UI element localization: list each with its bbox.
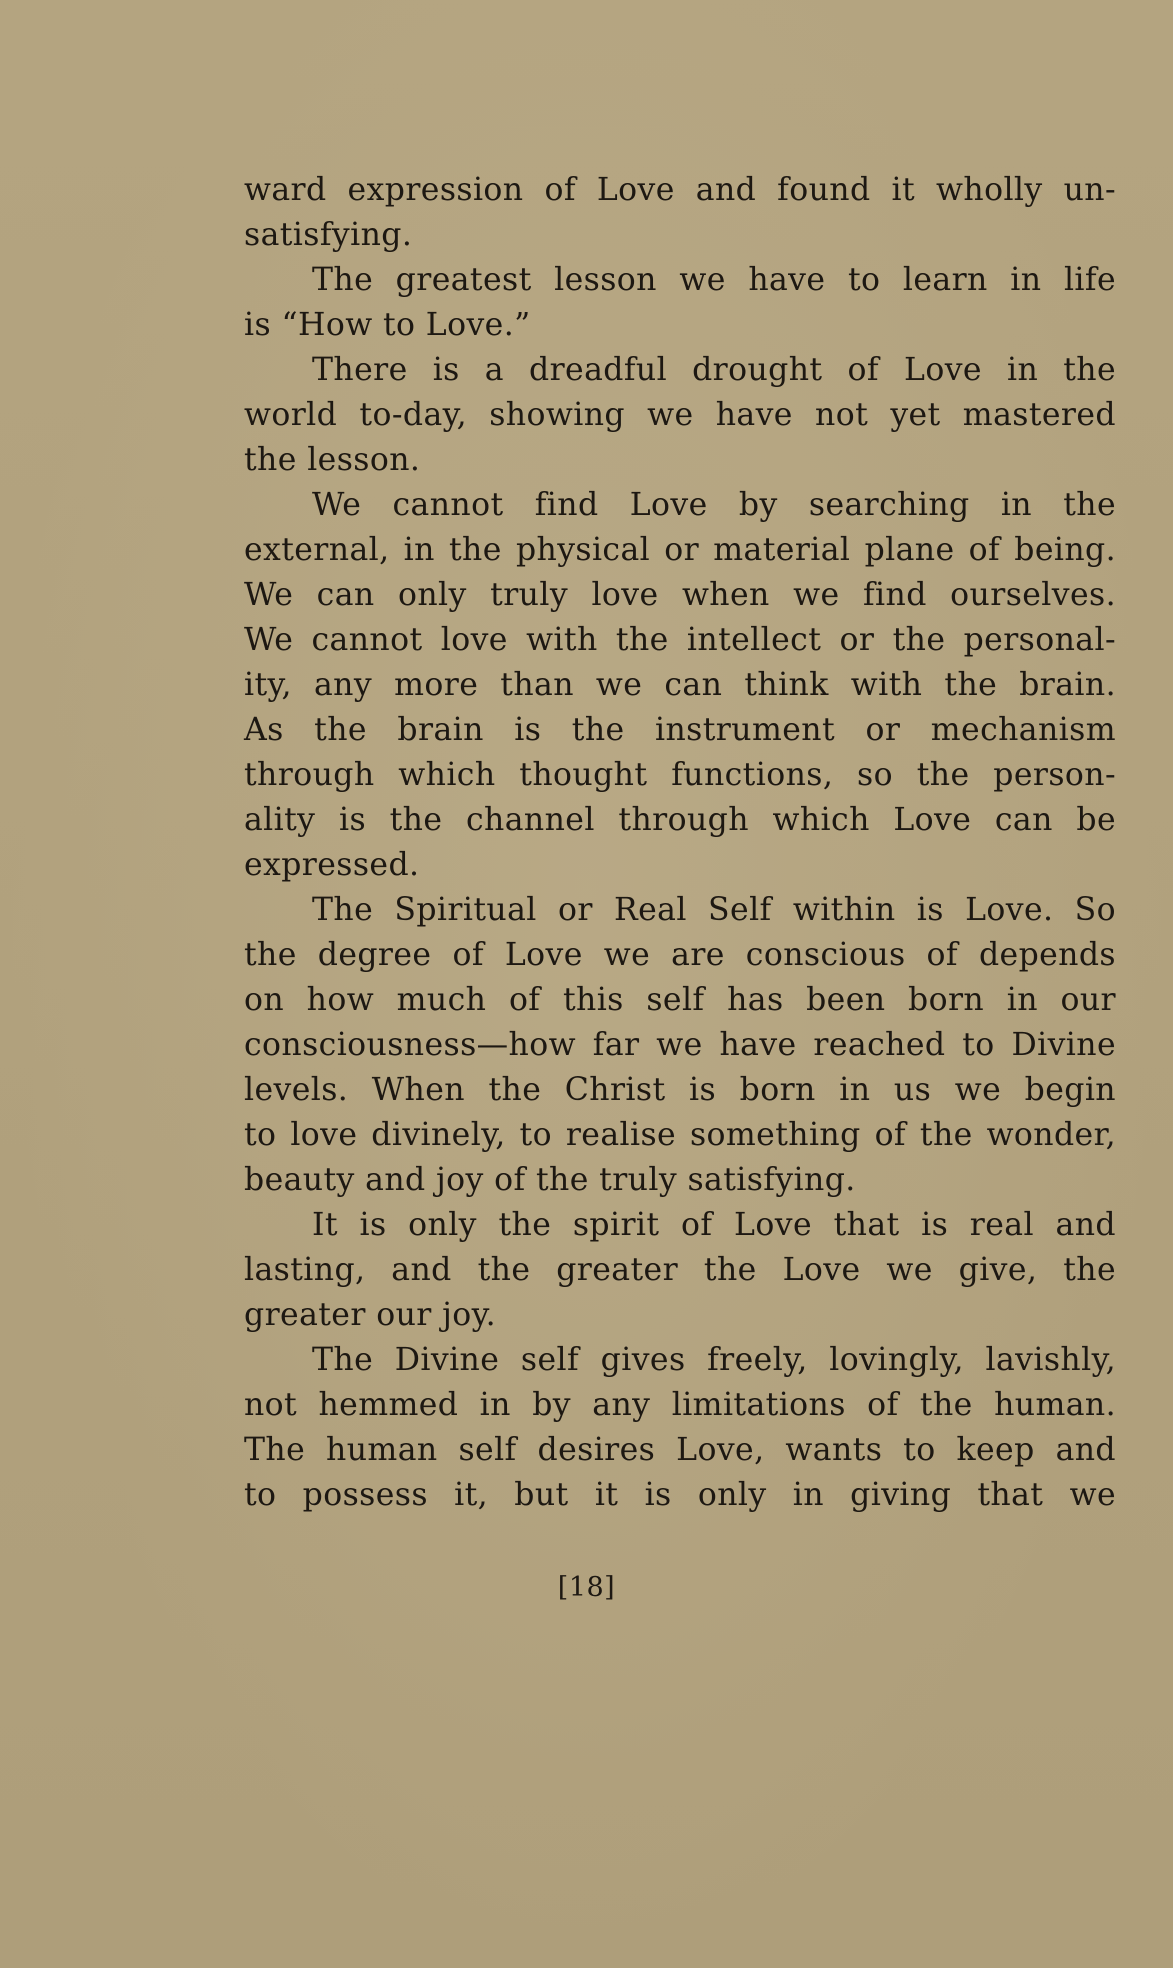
text-line: The Divine self gives freely, lovingly, lavishly, [312, 1342, 1116, 1378]
text-line: It is only the spirit of Love that is real and [312, 1207, 1116, 1243]
text-line: the lesson. [244, 442, 421, 478]
text-line: As the brain is the instrument or mechanism [244, 712, 1116, 748]
text-line: consciousness—how far we have reached to Divine [244, 1027, 1116, 1063]
text-line: The greatest lesson we have to learn in life [312, 262, 1116, 298]
text-line: beauty and joy of the truly satisfying. [244, 1162, 856, 1198]
text-line: We cannot find Love by searching in the [312, 487, 1116, 523]
text-line: on how much of this self has been born in our [244, 982, 1116, 1018]
text-line: levels. When the Christ is born in us we begin [244, 1072, 1116, 1108]
text-line: is “How to Love.” [244, 307, 531, 343]
text-line: The human self desires Love, wants to keep and [244, 1432, 1116, 1468]
body-text [244, 168, 1116, 1518]
text-line: ward expression of Love and found it wholly un- [244, 172, 1116, 208]
paragraph [244, 1203, 1116, 1338]
text-line: expressed. [244, 847, 420, 883]
text-line: There is a dreadful drought of Love in the [312, 352, 1116, 388]
paragraph [244, 483, 1116, 888]
paragraph [244, 1338, 1116, 1518]
text-line: external, in the physical or material plane of being. [244, 532, 1116, 568]
text-line: the degree of Love we are conscious of depends [244, 937, 1116, 973]
text-line: greater our joy. [244, 1297, 497, 1333]
text-line: We can only truly love when we find ourselves. [244, 577, 1116, 613]
text-line: lasting, and the greater the Love we give, the [244, 1252, 1116, 1288]
page-number: [18] [557, 1572, 616, 1603]
text-line: to possess it, but it is only in giving that we [244, 1477, 1116, 1513]
paragraph [244, 258, 1116, 348]
paragraph [244, 348, 1116, 483]
text-line: We cannot love with the intellect or the personal- [244, 622, 1116, 658]
text-line: to love divinely, to realise something of the wonder, [244, 1117, 1116, 1153]
paragraph [244, 168, 1116, 258]
text-line: satisfying. [244, 217, 413, 253]
text-line: through which thought functions, so the person- [244, 757, 1116, 793]
paragraph [244, 888, 1116, 1203]
text-line: ity, any more than we can think with the brain. [244, 667, 1116, 703]
text-line: world to-day, showing we have not yet mastered [244, 397, 1116, 433]
text-line: The Spiritual or Real Self within is Love. So [312, 892, 1116, 928]
text-line: not hemmed in by any limitations of the human. [244, 1387, 1116, 1423]
text-line: ality is the channel through which Love can be [244, 802, 1116, 838]
